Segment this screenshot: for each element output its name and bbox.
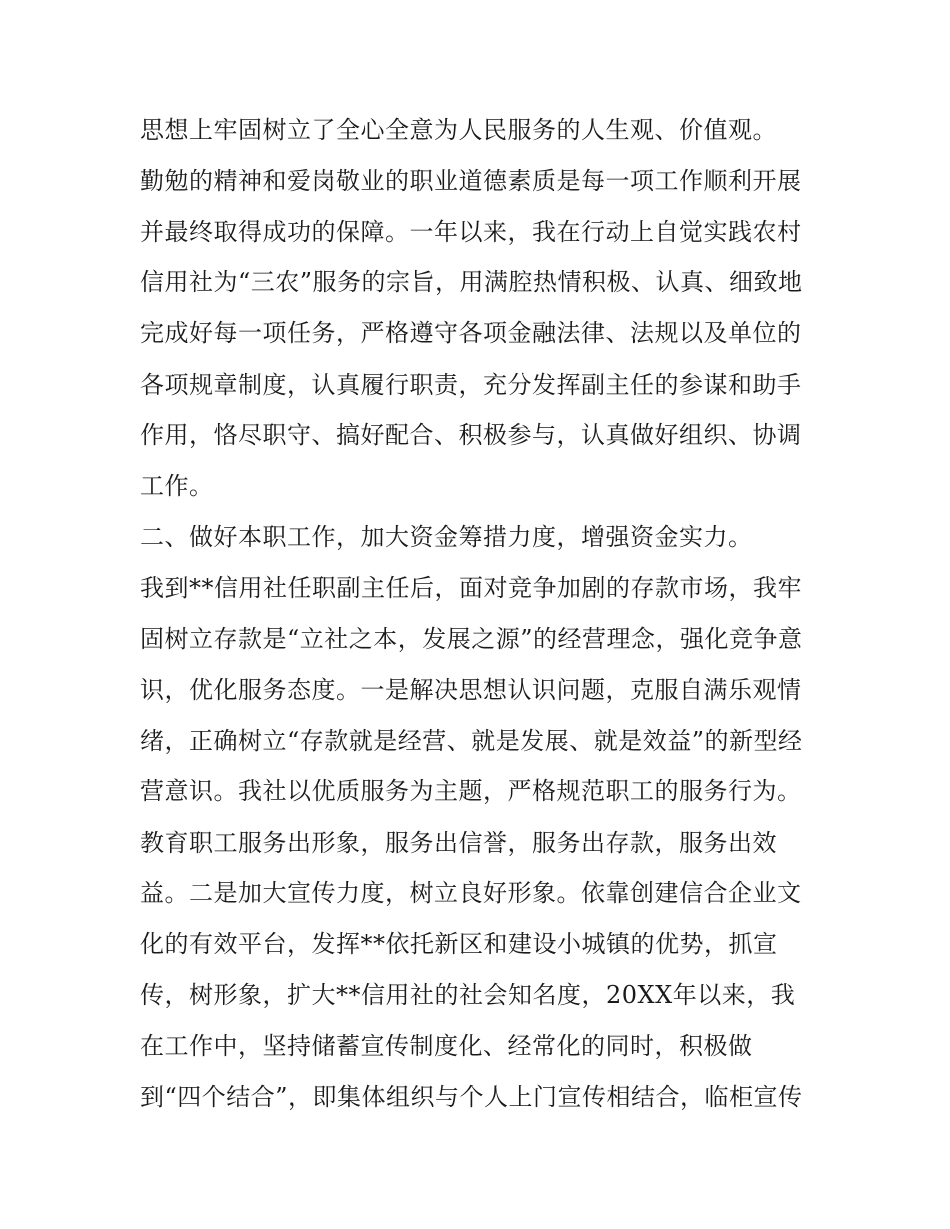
text-line: 在工作中，坚持储蓄宣传制度化、经常化的同时，积极做	[140, 1032, 753, 1060]
text-line: 绪，正确树立“存款就是经营、就是发展、就是效益”的新型经	[140, 727, 803, 755]
text-line: 并最终取得成功的保障。一年以来，我在行动上自觉实践农村	[140, 218, 802, 246]
text-line: 传，树形象，扩大**信用社的社会知名度，20XX年以来，我	[140, 981, 796, 1009]
text-line: 各项规章制度，认真履行职责，充分发挥副主任的参谋和助手	[140, 371, 802, 399]
text-line: 工作。	[140, 472, 214, 500]
text-line: 思想上牢固树立了全心全意为人民服务的人生观、价值观。	[140, 116, 777, 144]
text-line: 勤勉的精神和爱岗敬业的职业道德素质是每一项工作顺利开展	[140, 167, 802, 195]
text-line: 到“四个结合”，即集体组织与个人上门宣传相结合，临柜宣传	[140, 1083, 803, 1111]
text-line: 固树立存款是“立社之本，发展之源”的经营理念，强化竞争意	[140, 625, 803, 653]
text-line: 信用社为“三农”服务的宗旨，用满腔热情积极、认真、细致地	[140, 268, 803, 296]
text-line: 作用，恪尽职守、搞好配合、积极参与，认真做好组织、协调	[140, 421, 802, 449]
text-line: 益。二是加大宣传力度，树立良好形象。依靠创建信合企业文	[140, 879, 802, 907]
text-line: 识，优化服务态度。一是解决思想认识问题，克服自满乐观情	[140, 676, 802, 704]
text-line: 我到**信用社任职副主任后，面对竞争加剧的存款市场，我牢	[140, 574, 802, 602]
text-line: 教育职工服务出形象，服务出信誉，服务出存款，服务出效	[140, 829, 777, 857]
text-line: 营意识。我社以优质服务为主题，严格规范职工的服务行为。	[140, 777, 802, 805]
text-line: 化的有效平台，发挥**依托新区和建设小城镇的优势，抓宣	[140, 930, 778, 958]
text-line: 完成好每一项任务，严格遵守各项金融法律、法规以及单位的	[140, 319, 802, 347]
section-heading: 二、做好本职工作，加大资金筹措力度，增强资金实力。	[140, 523, 753, 551]
